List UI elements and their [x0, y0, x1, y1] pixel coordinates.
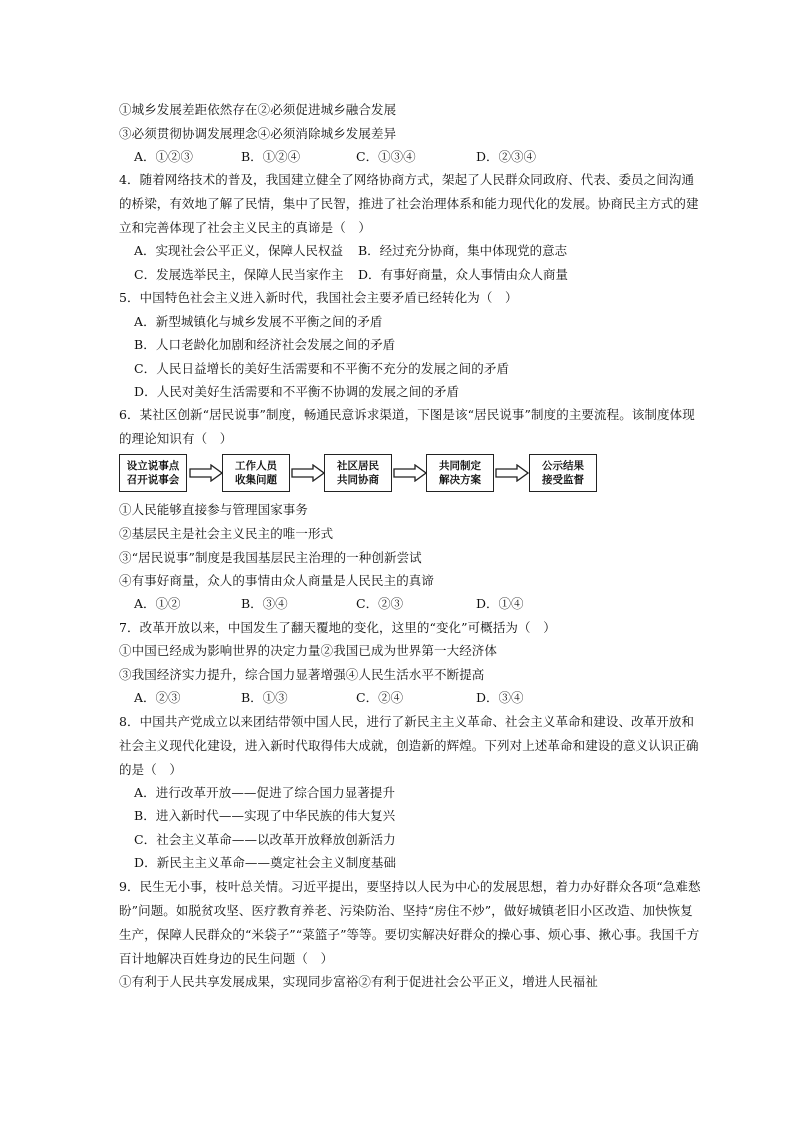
arrow-right-icon: [291, 464, 325, 482]
option-b[interactable]: B．人口老龄化加剧和经济社会发展之间的矛盾: [134, 337, 396, 352]
flow-step-text: 公示结果: [542, 460, 584, 472]
option-b[interactable]: B．①②④: [241, 149, 301, 164]
option-c[interactable]: C．②④: [356, 690, 404, 705]
flow-step-text: 收集问题: [235, 474, 277, 486]
flow-step-text: 设立说事点: [126, 460, 180, 472]
q8-stem: 社会主义现代化建设，进入新时代取得伟大成就，创造新的辉煌。下列对上述革命和建设的意义认识正确: [119, 738, 699, 753]
option-d[interactable]: D．人民对美好生活需要和不平衡不协调的发展之间的矛盾: [134, 384, 460, 399]
flow-step-5: [529, 454, 597, 492]
statement-line: ①人民能够直接参与管理国家事务: [119, 502, 309, 517]
option-d[interactable]: D．有事好商量，众人事情由众人商量: [358, 267, 569, 282]
statement-line: ④有事好商量，众人的事情由众人商量是人民民主的真谛: [119, 573, 435, 588]
flow-step-text: 召开说事会: [126, 474, 180, 486]
q6-stem: 6．某社区创新“居民说事”制度，畅通民意诉求渠道，下图是该“居民说事”制度的主要流程。该制度体现: [119, 407, 695, 422]
statement-line: ③我国经济实力提升，综合国力显著增强④人民生活水平不断提高: [119, 667, 485, 682]
option-a[interactable]: A．新型城镇化与城乡发展不平衡之间的矛盾: [134, 314, 383, 329]
q4-stem: 立和完善体现了社会主义民主的真谛是（ ）: [119, 220, 372, 235]
flow-step-text: 解决方案: [439, 474, 481, 486]
option-c[interactable]: C．人民日益增长的美好生活需要和不平衡不充分的发展之间的矛盾: [134, 361, 510, 376]
option-c[interactable]: C．①③④: [356, 149, 416, 164]
flow-step-4: [426, 454, 494, 492]
option-c[interactable]: C．社会主义革命——以改革开放释放创新活力: [134, 832, 396, 847]
statement-line: ③“居民说事”制度是我国基层民主治理的一种创新尝试: [119, 550, 422, 565]
q5-stem: 5．中国特色社会主义进入新时代，我国社会主要矛盾已经转化为（ ）: [119, 290, 518, 305]
option-a[interactable]: A．①②③: [134, 149, 194, 164]
flow-step-text: 工作人员: [235, 460, 277, 472]
option-d[interactable]: D．②③④: [476, 149, 537, 164]
q9-stem: 盼”问题。如脱贫攻坚、医疗教育养老、污染防治、坚持“房住不炒”，做好城镇老旧小区改造、加快恢复: [119, 903, 693, 918]
flow-step-3: [324, 454, 392, 492]
arrow-right-icon: [189, 464, 223, 482]
flow-diagram: [119, 454, 584, 494]
arrow-right-icon: [393, 464, 427, 482]
q9-stem: 百计地解决百姓身边的民生问题（ ）: [119, 951, 334, 966]
q8-stem: 8．中国共产党成立以来团结带领中国人民，进行了新民主主义革命、社会主义革命和建设、改革开放和: [119, 714, 695, 729]
option-a[interactable]: A．实现社会公平正义，保障人民权益: [134, 243, 344, 258]
flow-step-text: 共同制定: [439, 460, 481, 472]
option-a[interactable]: A．①②: [134, 596, 181, 611]
flow-step-text: 社区居民: [337, 460, 379, 472]
statement-line: ③必须贯彻协调发展理念④必须消除城乡发展差异: [119, 126, 397, 141]
q6-stem: 的理论知识有（ ）: [119, 431, 233, 446]
option-b[interactable]: B．进入新时代——实现了中华民族的伟大复兴: [134, 808, 396, 823]
option-c[interactable]: C．②③: [356, 596, 404, 611]
q4-stem: 的桥梁，有效地了解了民情，集中了民智，推进了社会治理体系和能力现代化的发展。协商民主方式的建: [119, 196, 699, 211]
option-d[interactable]: D．①④: [476, 596, 524, 611]
option-b[interactable]: B．经过充分协商，集中体现党的意志: [358, 243, 568, 258]
q7-stem: 7．改革开放以来，中国发生了翻天覆地的变化，这里的“变化”可概括为（ ）: [119, 620, 556, 635]
statement-line: ②基层民主是社会主义民主的唯一形式: [119, 526, 334, 541]
q9-stem: 9．民生无小事，枝叶总关情。习近平提出，要坚持以人民为中心的发展思想，着力办好群众各项“急难愁: [119, 879, 701, 894]
flow-step-text: 共同协商: [337, 474, 379, 486]
statement-line: ①城乡发展差距依然存在②必须促进城乡融合发展: [119, 102, 397, 117]
flow-step-2: [222, 454, 290, 492]
q8-stem: 的是（ ）: [119, 762, 183, 777]
statement-line: ①中国已经成为影响世界的决定力量②我国已成为世界第一大经济体: [119, 643, 498, 658]
flow-step-1: [119, 454, 187, 492]
option-b[interactable]: B．③④: [241, 596, 288, 611]
option-d[interactable]: D．新民主主义革命——奠定社会主义制度基础: [134, 855, 397, 870]
statement-line: ①有利于人民共享发展成果，实现同步富裕②有利于促进社会公平正义，增进人民福祉: [119, 974, 598, 989]
option-b[interactable]: B．①③: [241, 690, 288, 705]
q4-stem: 4．随着网络技术的普及，我国建立健全了网络协商方式，架起了人民群众同政府、代表、委员之间沟通: [119, 172, 695, 187]
flow-step-text: 接受监督: [542, 474, 584, 486]
q9-stem: 生产，保障人民群众的“米袋子”“菜篮子”等等。要切实解决好群众的操心事、烦心事、揪心事。我国千方: [119, 927, 700, 942]
option-a[interactable]: A．进行改革开放——促进了综合国力显著提升: [134, 785, 396, 800]
option-d[interactable]: D．③④: [476, 690, 524, 705]
arrow-right-icon: [495, 464, 529, 482]
option-c[interactable]: C．发展选举民主，保障人民当家作主: [134, 267, 344, 282]
option-a[interactable]: A．②③: [134, 690, 181, 705]
